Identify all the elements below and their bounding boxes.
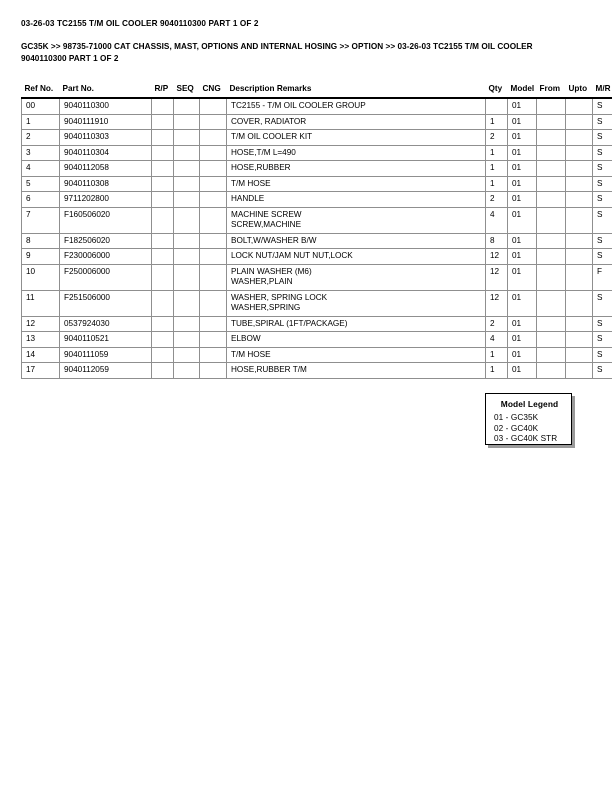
cell-cng (200, 130, 227, 146)
cell-model: 01 (508, 264, 537, 290)
cell-upto (566, 145, 593, 161)
cell-ref-no: 2 (22, 130, 60, 146)
cell-cng (200, 145, 227, 161)
cell-upto (566, 363, 593, 379)
cell-seq (174, 264, 200, 290)
cell-description: ELBOW (227, 332, 486, 348)
cell-mr: S (593, 192, 612, 208)
table-row (22, 332, 612, 348)
cell-part-no: 9040110308 (60, 176, 152, 192)
cell-part-no: F250006000 (60, 264, 152, 290)
table-row (22, 249, 612, 265)
legend-title: Model Legend (500, 399, 559, 409)
cell-mr: S (593, 98, 612, 114)
cell-qty: 2 (486, 130, 508, 146)
table-row (22, 347, 612, 363)
cell-from (537, 249, 566, 265)
cell-mr: S (593, 114, 612, 130)
cell-part-no: F251506000 (60, 290, 152, 316)
cell-description-line2: WASHER,PLAIN (231, 277, 293, 286)
cell-mr: S (593, 207, 612, 233)
cell-upto (566, 161, 593, 177)
cell-seq (174, 130, 200, 146)
cell-description: TUBE,SPIRAL (1FT/PACKAGE) (227, 316, 486, 332)
cell-part-no: 0537924030 (60, 316, 152, 332)
cell-seq (174, 316, 200, 332)
cell-ref-no: 17 (22, 363, 60, 379)
cell-description: HOSE,T/M L=490 (227, 145, 486, 161)
cell-model: 01 (508, 114, 537, 130)
cell-cng (200, 347, 227, 363)
table-head (22, 84, 612, 98)
cell-cng (200, 233, 227, 249)
cell-seq (174, 249, 200, 265)
cell-qty: 12 (486, 290, 508, 316)
table-row (22, 176, 612, 192)
cell-upto (566, 176, 593, 192)
cell-cng (200, 332, 227, 348)
cell-seq (174, 114, 200, 130)
cell-qty: 1 (486, 176, 508, 192)
table-row (22, 264, 612, 290)
cell-part-no: F182506020 (60, 233, 152, 249)
cell-from (537, 347, 566, 363)
cell-rp (152, 249, 174, 265)
table-row (22, 130, 612, 146)
cell-ref-no: 8 (22, 233, 60, 249)
table-row (22, 192, 612, 208)
cell-cng (200, 192, 227, 208)
cell-rp (152, 363, 174, 379)
cell-from (537, 290, 566, 316)
cell-cng (200, 290, 227, 316)
cell-part-no: 9040110300 (60, 98, 152, 114)
cell-description: WASHER, SPRING LOCK WASHER,SPRING (227, 290, 486, 316)
cell-part-no: 9040110304 (60, 145, 152, 161)
cell-rp (152, 130, 174, 146)
cell-ref-no: 11 (22, 290, 60, 316)
table-row (22, 98, 612, 114)
cell-rp (152, 161, 174, 177)
cell-seq (174, 207, 200, 233)
cell-mr: S (593, 347, 612, 363)
cell-upto (566, 98, 593, 114)
cell-qty: 4 (486, 207, 508, 233)
cell-ref-no: 12 (22, 316, 60, 332)
cell-upto (566, 114, 593, 130)
cell-rp (152, 207, 174, 233)
cell-mr: S (593, 176, 612, 192)
cell-from (537, 161, 566, 177)
cell-qty (486, 98, 508, 114)
cell-cng (200, 176, 227, 192)
cell-part-no: F230006000 (60, 249, 152, 265)
cell-mr: S (593, 363, 612, 379)
table-row (22, 145, 612, 161)
cell-from (537, 98, 566, 114)
cell-model: 01 (508, 207, 537, 233)
legend-item: 03 - GC40K STR (494, 434, 558, 443)
cell-ref-no: 1 (22, 114, 60, 130)
cell-ref-no: 4 (22, 161, 60, 177)
table-row (22, 290, 612, 316)
cell-description: PLAIN WASHER (M6) WASHER,PLAIN (227, 264, 486, 290)
table-row (22, 207, 612, 233)
column-header-upto: Upto (566, 84, 593, 98)
cell-from (537, 264, 566, 290)
cell-cng (200, 249, 227, 265)
cell-mr: F (593, 264, 612, 290)
cell-cng (200, 316, 227, 332)
cell-mr: S (593, 130, 612, 146)
cell-part-no: 9711202800 (60, 192, 152, 208)
column-header-rp: R/P (152, 84, 174, 98)
cell-upto (566, 130, 593, 146)
cell-description: HOSE,RUBBER (227, 161, 486, 177)
cell-seq (174, 161, 200, 177)
cell-model: 01 (508, 98, 537, 114)
cell-description: COVER, RADIATOR (227, 114, 486, 130)
model-legend (485, 393, 572, 445)
table-body (22, 98, 612, 378)
cell-model: 01 (508, 363, 537, 379)
cell-qty: 2 (486, 316, 508, 332)
cell-description: MACHINE SCREW SCREW,MACHINE (227, 207, 486, 233)
cell-qty: 2 (486, 192, 508, 208)
cell-cng (200, 264, 227, 290)
cell-rp (152, 192, 174, 208)
cell-qty: 12 (486, 249, 508, 265)
table-row (22, 161, 612, 177)
cell-upto (566, 233, 593, 249)
cell-model: 01 (508, 249, 537, 265)
cell-mr: S (593, 290, 612, 316)
cell-qty: 12 (486, 264, 508, 290)
cell-description-line2: WASHER,SPRING (231, 303, 301, 312)
cell-from (537, 114, 566, 130)
cell-ref-no: 9 (22, 249, 60, 265)
table-header-row (22, 84, 612, 98)
cell-from (537, 207, 566, 233)
cell-mr: S (593, 332, 612, 348)
legend-item: 01 - GC35K (494, 413, 539, 422)
cell-ref-no: 6 (22, 192, 60, 208)
cell-rp (152, 347, 174, 363)
cell-seq (174, 347, 200, 363)
cell-qty: 1 (486, 145, 508, 161)
cell-model: 01 (508, 161, 537, 177)
column-header-ref-no: Ref No. (22, 84, 60, 98)
cell-part-no: F160506020 (60, 207, 152, 233)
cell-ref-no: 5 (22, 176, 60, 192)
cell-part-no: 9040110521 (60, 332, 152, 348)
cell-cng (200, 114, 227, 130)
parts-table (21, 84, 612, 379)
cell-seq (174, 233, 200, 249)
cell-part-no: 9040111910 (60, 114, 152, 130)
cell-ref-no: 7 (22, 207, 60, 233)
cell-upto (566, 249, 593, 265)
cell-seq (174, 290, 200, 316)
cell-description: TC2155 - T/M OIL COOLER GROUP (227, 98, 486, 114)
cell-from (537, 176, 566, 192)
cell-rp (152, 290, 174, 316)
cell-part-no: 9040110303 (60, 130, 152, 146)
cell-from (537, 332, 566, 348)
cell-model: 01 (508, 233, 537, 249)
cell-description: HANDLE (227, 192, 486, 208)
cell-rp (152, 316, 174, 332)
breadcrumb: GC35K >> 98735-71000 CAT CHASSIS, MAST, OPTIONS AND INTERNAL HOSING >> OPTION >> 03-26-03 TC2155 T/M OIL COOLER 9040110300 PART 1 OF 2 (21, 42, 533, 63)
cell-cng (200, 98, 227, 114)
cell-model: 01 (508, 316, 537, 332)
cell-from (537, 145, 566, 161)
cell-qty: 1 (486, 363, 508, 379)
cell-ref-no: 13 (22, 332, 60, 348)
cell-description: HOSE,RUBBER T/M (227, 363, 486, 379)
cell-upto (566, 192, 593, 208)
column-header-seq: SEQ (174, 84, 200, 98)
cell-from (537, 363, 566, 379)
cell-upto (566, 207, 593, 233)
cell-rp (152, 233, 174, 249)
cell-model: 01 (508, 145, 537, 161)
cell-qty: 8 (486, 233, 508, 249)
cell-rp (152, 264, 174, 290)
cell-seq (174, 192, 200, 208)
cell-description: LOCK NUT/JAM NUT NUT,LOCK (227, 249, 486, 265)
cell-description: BOLT,W/WASHER B/W (227, 233, 486, 249)
cell-part-no: 9040112058 (60, 161, 152, 177)
cell-rp (152, 98, 174, 114)
column-header-part-no: Part No. (60, 84, 152, 98)
column-header-description: Description Remarks (227, 84, 486, 98)
cell-seq (174, 145, 200, 161)
cell-upto (566, 264, 593, 290)
cell-qty: 1 (486, 347, 508, 363)
cell-rp (152, 176, 174, 192)
cell-model: 01 (508, 332, 537, 348)
cell-upto (566, 290, 593, 316)
cell-model: 01 (508, 192, 537, 208)
cell-upto (566, 332, 593, 348)
cell-cng (200, 207, 227, 233)
cell-mr: S (593, 161, 612, 177)
cell-seq (174, 363, 200, 379)
column-header-qty: Qty (486, 84, 508, 98)
cell-from (537, 192, 566, 208)
cell-description: T/M HOSE (227, 347, 486, 363)
cell-from (537, 316, 566, 332)
cell-description-line2: SCREW,MACHINE (231, 220, 302, 229)
column-header-mr: M/R (593, 84, 612, 98)
cell-description: T/M HOSE (227, 176, 486, 192)
column-header-model: Model (508, 84, 537, 98)
cell-description: T/M OIL COOLER KIT (227, 130, 486, 146)
cell-from (537, 233, 566, 249)
table-row (22, 114, 612, 130)
cell-qty: 1 (486, 114, 508, 130)
cell-seq (174, 332, 200, 348)
cell-rp (152, 145, 174, 161)
cell-seq (174, 176, 200, 192)
cell-ref-no: 00 (22, 98, 60, 114)
cell-qty: 1 (486, 161, 508, 177)
cell-seq (174, 98, 200, 114)
cell-model: 01 (508, 347, 537, 363)
cell-from (537, 130, 566, 146)
cell-mr: S (593, 249, 612, 265)
cell-cng (200, 161, 227, 177)
cell-upto (566, 347, 593, 363)
cell-ref-no: 10 (22, 264, 60, 290)
cell-mr: S (593, 233, 612, 249)
cell-part-no: 9040111059 (60, 347, 152, 363)
cell-qty: 4 (486, 332, 508, 348)
cell-cng (200, 363, 227, 379)
cell-mr: S (593, 316, 612, 332)
table-row (22, 233, 612, 249)
cell-rp (152, 114, 174, 130)
table-row (22, 363, 612, 379)
cell-rp (152, 332, 174, 348)
cell-model: 01 (508, 130, 537, 146)
legend-item: 02 - GC40K (494, 423, 539, 433)
cell-ref-no: 14 (22, 347, 60, 363)
column-header-cng: CNG (200, 84, 227, 98)
table-row (22, 316, 612, 332)
cell-model: 01 (508, 176, 537, 192)
parts-table-container (21, 84, 611, 379)
cell-mr: S (593, 145, 612, 161)
cell-upto (566, 316, 593, 332)
column-header-from: From (537, 84, 566, 98)
cell-model: 01 (508, 290, 537, 316)
cell-ref-no: 3 (22, 145, 60, 161)
cell-part-no: 9040112059 (60, 363, 152, 379)
page-title: 03-26-03 TC2155 T/M OIL COOLER 9040110300 PART 1 OF 2 (21, 19, 259, 28)
